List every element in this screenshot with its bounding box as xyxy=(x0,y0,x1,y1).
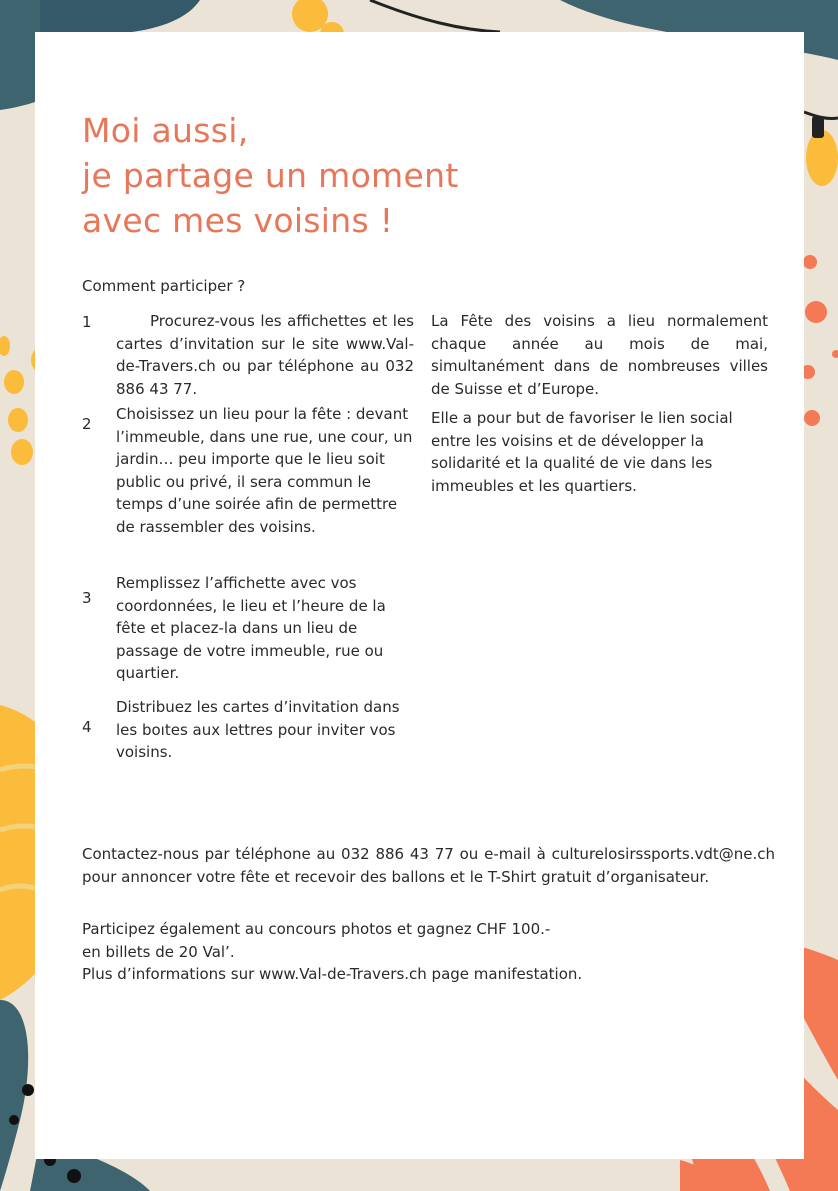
step-text: Choisissez un lieu pour la fête : devant l’immeuble, dans une rue, une cour, un jardin… peu importe que le lieu soit public ou privé, il sera commun le temps d’une soirée afin de permettre de rassembler des voisins. xyxy=(116,405,413,536)
yellow-dot xyxy=(8,408,28,432)
teal-leaf-bottom-left xyxy=(0,1000,28,1191)
step-number: 4 xyxy=(82,718,92,736)
step-number: 3 xyxy=(82,589,92,607)
contest-line: Participez également au concours photos et gagnez CHF 100.- xyxy=(82,920,551,938)
title-line: Moi aussi, xyxy=(82,111,249,150)
yellow-dot xyxy=(11,439,33,465)
section-subhead: Comment participer ? xyxy=(82,277,246,295)
black-dot xyxy=(9,1115,19,1125)
yellow-bulb xyxy=(806,130,838,186)
page-title xyxy=(82,108,459,243)
black-dot xyxy=(22,1084,34,1096)
step-number: 2 xyxy=(82,415,92,433)
step-text: Remplissez l’affichette avec vos coordonnées, le lieu et l’heure de la fête et placez-la dans un lieu de passage de votre immeuble, rue ou quartier. xyxy=(116,574,386,682)
coral-dot xyxy=(832,350,838,358)
yellow-dot xyxy=(4,370,24,394)
contest-line: Plus d’informations sur www.Val-de-Travers.ch page manifestation. xyxy=(82,965,583,983)
step-text: Distribuez les cartes d’invitation dans les boıtes aux lettres pour inviter vos voisins. xyxy=(116,698,400,761)
title-line: avec mes voisins ! xyxy=(82,201,394,240)
purpose-paragraph: Elle a pour but de favoriser le lien social entre les voisins et de développer la solidarité et la qualité de vie dans les immeubles et les quartiers. xyxy=(431,409,733,495)
coral-dot xyxy=(804,410,820,426)
step-text: Procurez-vous les affichettes et les cartes d’invitation sur le site www.Val-de-Travers.ch ou par téléphone au 032 886 43 77. xyxy=(116,312,414,398)
coral-dot xyxy=(803,255,817,269)
intro-paragraph: La Fête des voisins a lieu normalement chaque année au mois de mai, simultanément dans de nombreuses villes de Suisse et d’Europe. xyxy=(431,312,768,398)
coral-dot xyxy=(805,301,827,323)
bulb-cap xyxy=(812,116,824,138)
yellow-dot xyxy=(0,336,10,356)
contest-line: en billets de 20 Val’. xyxy=(82,942,235,961)
title-line: je partage un moment xyxy=(82,156,459,195)
string-line xyxy=(370,0,500,32)
contest-paragraph xyxy=(82,918,775,986)
contact-paragraph: Contactez-nous par téléphone au 032 886 43 77 ou e-mail à culturelosirssports.vdt@ne.ch pour annoncer votre fête et recevoir des ballons et le T-Shirt gratuit d’organisateur. xyxy=(82,845,775,886)
teal-leaf-top-left-2 xyxy=(40,0,200,35)
step-number: 1 xyxy=(82,313,92,331)
black-dot xyxy=(67,1169,81,1183)
